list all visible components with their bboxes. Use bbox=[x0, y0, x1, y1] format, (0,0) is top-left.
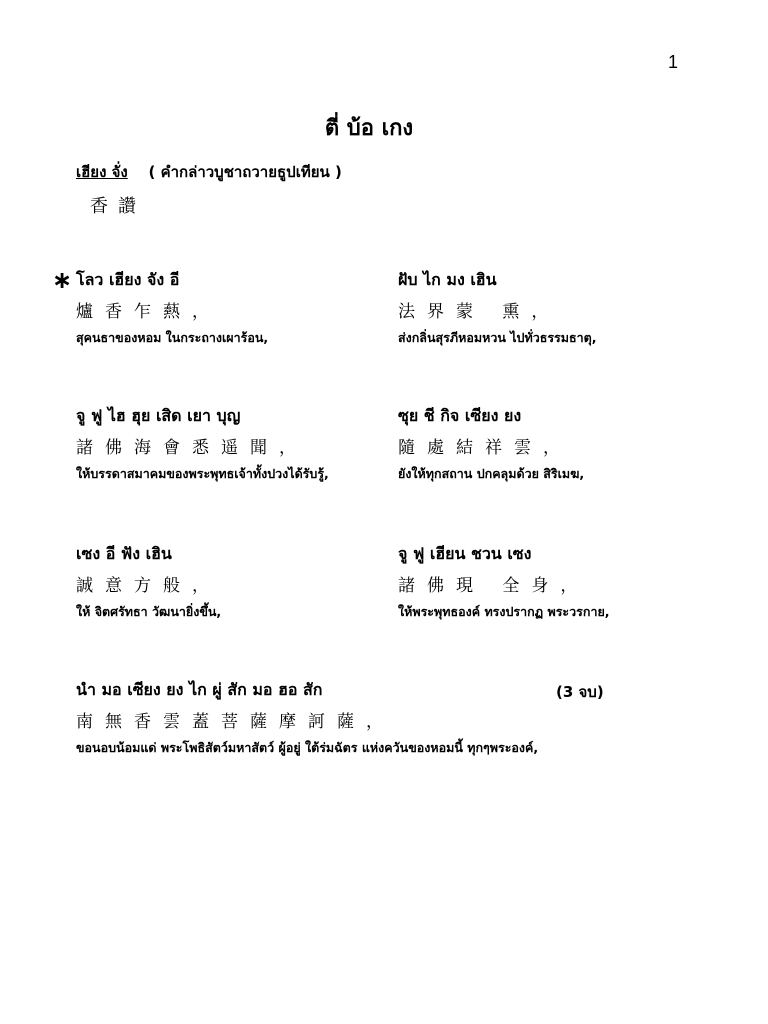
chinese-text: 隨處結祥雲， bbox=[398, 438, 572, 458]
thai-transliteration: โลว เฮียง จัง อี bbox=[76, 270, 180, 289]
verse-2-left bbox=[76, 404, 329, 484]
thai-meaning: ให้พระพุทธองค์ ทรงปรากฏ พระวรกาย, bbox=[398, 604, 610, 619]
page-number: 1 bbox=[668, 52, 679, 72]
verse-3-right bbox=[398, 542, 610, 622]
chinese-text: 爐香乍爇， bbox=[76, 302, 221, 322]
thai-meaning: ส่งกลิ่นสุรภีหอมหวน ไปทั่วธรรมธาตุ, bbox=[398, 330, 597, 345]
verse-3-left bbox=[76, 542, 221, 622]
thai-transliteration: นำ มอ เซียง ยง ไก ผู่ สัก มอ ฮอ สัก bbox=[76, 680, 323, 699]
heading-thai: เฮียง จั่ง bbox=[76, 163, 128, 181]
thai-meaning: สุคนธาของหอม ในกระถางเผาร้อน, bbox=[76, 330, 269, 345]
thai-transliteration: ฝับ ไก มง เฮิน bbox=[398, 270, 497, 289]
chinese-text: 誠意方般， bbox=[76, 576, 221, 596]
thai-meaning: ขอนอบน้อมแด่ พระโพธิสัตว์มหาสัตว์ ผู้อยู่ ใต้ร่มฉัตร แห่งควันของหอมนี้ ทุกๆพระองค์, bbox=[76, 740, 539, 755]
thai-transliteration: ซุย ชี กิจ เซียง ยง bbox=[398, 406, 522, 425]
verse-1-left bbox=[76, 268, 268, 348]
chant-start-marker: ∗ bbox=[52, 266, 73, 294]
thai-meaning: ให้บรรดาสมาคมของพระพุทธเจ้าทั้งปวงได้รับรู้, bbox=[76, 466, 329, 481]
verse-2-right bbox=[398, 404, 584, 484]
chinese-text: 諸佛海會悉遥聞， bbox=[76, 438, 308, 458]
thai-transliteration: จู ฟู เฮียน ชวน เซง bbox=[398, 544, 532, 563]
verse-1-right bbox=[398, 268, 597, 348]
heading-chinese: 香讚 bbox=[90, 196, 146, 217]
page-title: ตี่ บ้อ เกง bbox=[324, 116, 414, 141]
thai-meaning: ยังให้ทุกสถาน ปกคลุมด้วย สิริเมฆ, bbox=[398, 466, 585, 481]
chinese-text: 法界蒙 熏， bbox=[398, 302, 561, 322]
section-heading bbox=[76, 160, 342, 184]
thai-transliteration: เซง อี ฟัง เฮิน bbox=[76, 544, 172, 563]
chinese-text: 南無香雲蓋菩薩摩訶薩， bbox=[76, 712, 395, 732]
thai-meaning: ให้ จิตศรัทธา วัฒนายิ่งขึ้น, bbox=[76, 604, 222, 619]
chinese-text: 諸佛現 全身， bbox=[398, 576, 590, 596]
final-verse bbox=[76, 678, 538, 758]
thai-transliteration: จู ฟู ไฮ ฮุย เสิด เยา บุญ bbox=[76, 406, 241, 425]
heading-note: ( คำกล่าวบูชาถวายธูปเทียน ) bbox=[148, 163, 342, 181]
repeat-count-note: (3 จบ) bbox=[556, 683, 604, 701]
